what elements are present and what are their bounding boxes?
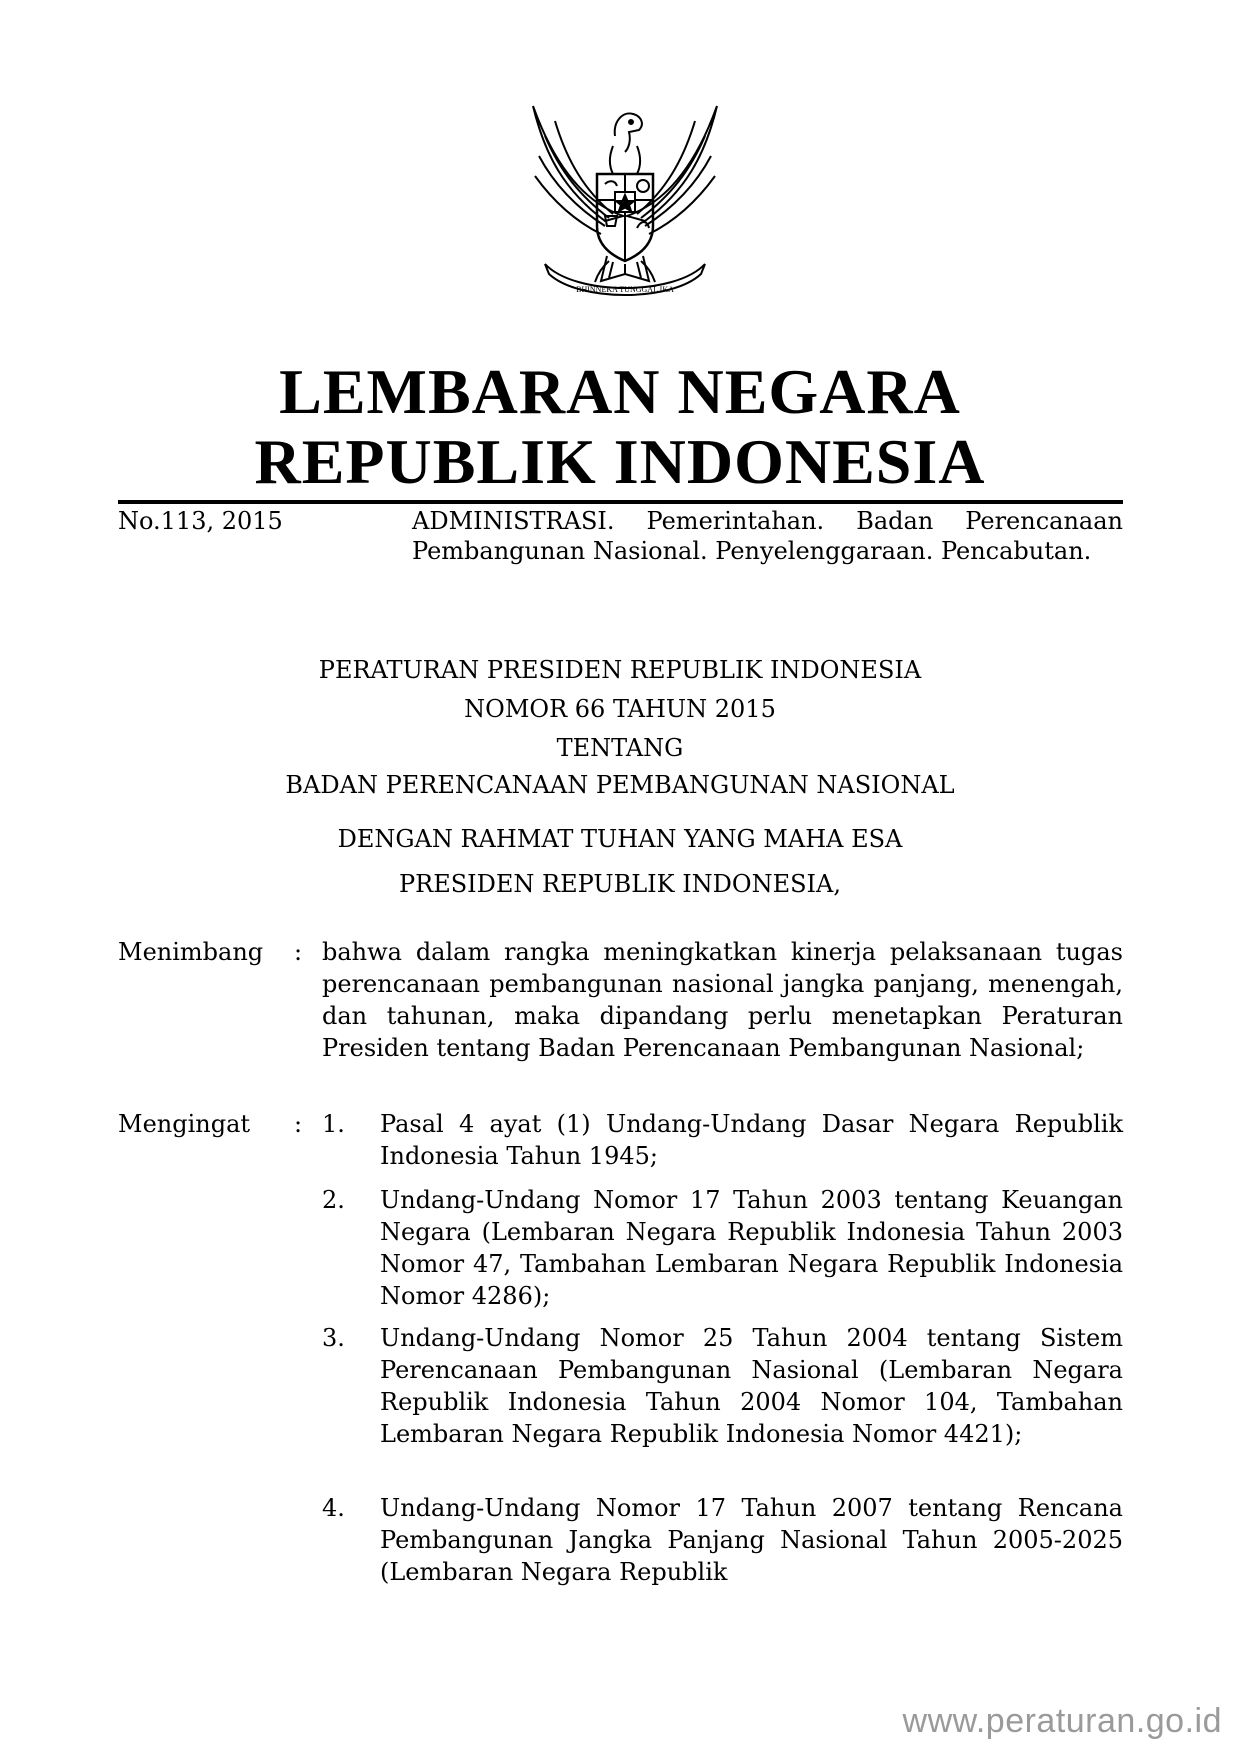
gazette-title-line2: REPUBLIK INDONESIA [254, 426, 986, 497]
gazette-subject: ADMINISTRASI. Pemerintahan. Badan Perencanaan Pembangunan Nasional. Penyelenggaraan. Pencabutan. [412, 507, 1123, 565]
menimbang-label: Menimbang [118, 938, 264, 966]
preamble-president: PRESIDEN REPUBLIK INDONESIA, [398, 870, 841, 898]
regulation-title: PERATURAN PRESIDEN REPUBLIK INDONESIA [318, 656, 922, 684]
mengingat-item-text: Undang-Undang Nomor 25 Tahun 2004 tentang Sistem Perencanaan Pembangunan Nasional (Lembaran Negara Republik Indonesia Tahun 2004 Nomor 104, Tambahan Lembaran Negara Republik Indonesia Nomor 4421); [380, 1324, 1123, 1448]
mengingat-item-text: Undang-Undang Nomor 17 Tahun 2003 tentang Keuangan Negara (Lembaran Negara Republik Indonesia Tahun 2003 Nomor 47, Tambahan Lembaran Negara Republik Indonesia Nomor 4286); [380, 1186, 1123, 1310]
mengingat-item-text: Pasal 4 ayat (1) Undang-Undang Dasar Negara Republik Indonesia Tahun 1945; [380, 1110, 1123, 1170]
source-watermark: www.peraturan.go.id [902, 1702, 1222, 1740]
header-divider [118, 500, 1123, 504]
emblem-motto: BHINNEKA TUNGGAL IKA [576, 285, 674, 294]
mengingat-item-number: 4. [322, 1494, 345, 1522]
mengingat-item-number: 1. [322, 1110, 345, 1138]
regulation-number: NOMOR 66 TAHUN 2015 [464, 695, 776, 723]
preamble-blessing: DENGAN RAHMAT TUHAN YANG MAHA ESA [337, 825, 903, 853]
mengingat-colon: : [294, 1110, 303, 1138]
garuda-emblem-icon [505, 96, 745, 306]
regulation-tentang: TENTANG [556, 734, 684, 762]
mengingat-item-number: 2. [322, 1186, 345, 1214]
gazette-title-line1: LEMBARAN NEGARA [279, 356, 961, 427]
menimbang-colon: : [294, 938, 303, 966]
mengingat-item-number: 3. [322, 1324, 345, 1352]
mengingat-label: Mengingat [118, 1110, 251, 1138]
regulation-subject: BADAN PERENCANAAN PEMBANGUNAN NASIONAL [285, 771, 955, 799]
mengingat-item-text: Undang-Undang Nomor 17 Tahun 2007 tentang Rencana Pembangunan Jangka Panjang Nasional Tahun 2005-2025 (Lembaran Negara Republik [380, 1494, 1123, 1586]
gazette-number: No.113, 2015 [118, 507, 283, 535]
menimbang-text: bahwa dalam rangka meningkatkan kinerja pelaksanaan tugas perencanaan pembangunan nasional jangka panjang, menengah, dan tahunan, maka dipandang perlu menetapkan Peraturan Presiden tentang Badan Perencanaan Pembangunan Nasional; [322, 938, 1123, 1062]
